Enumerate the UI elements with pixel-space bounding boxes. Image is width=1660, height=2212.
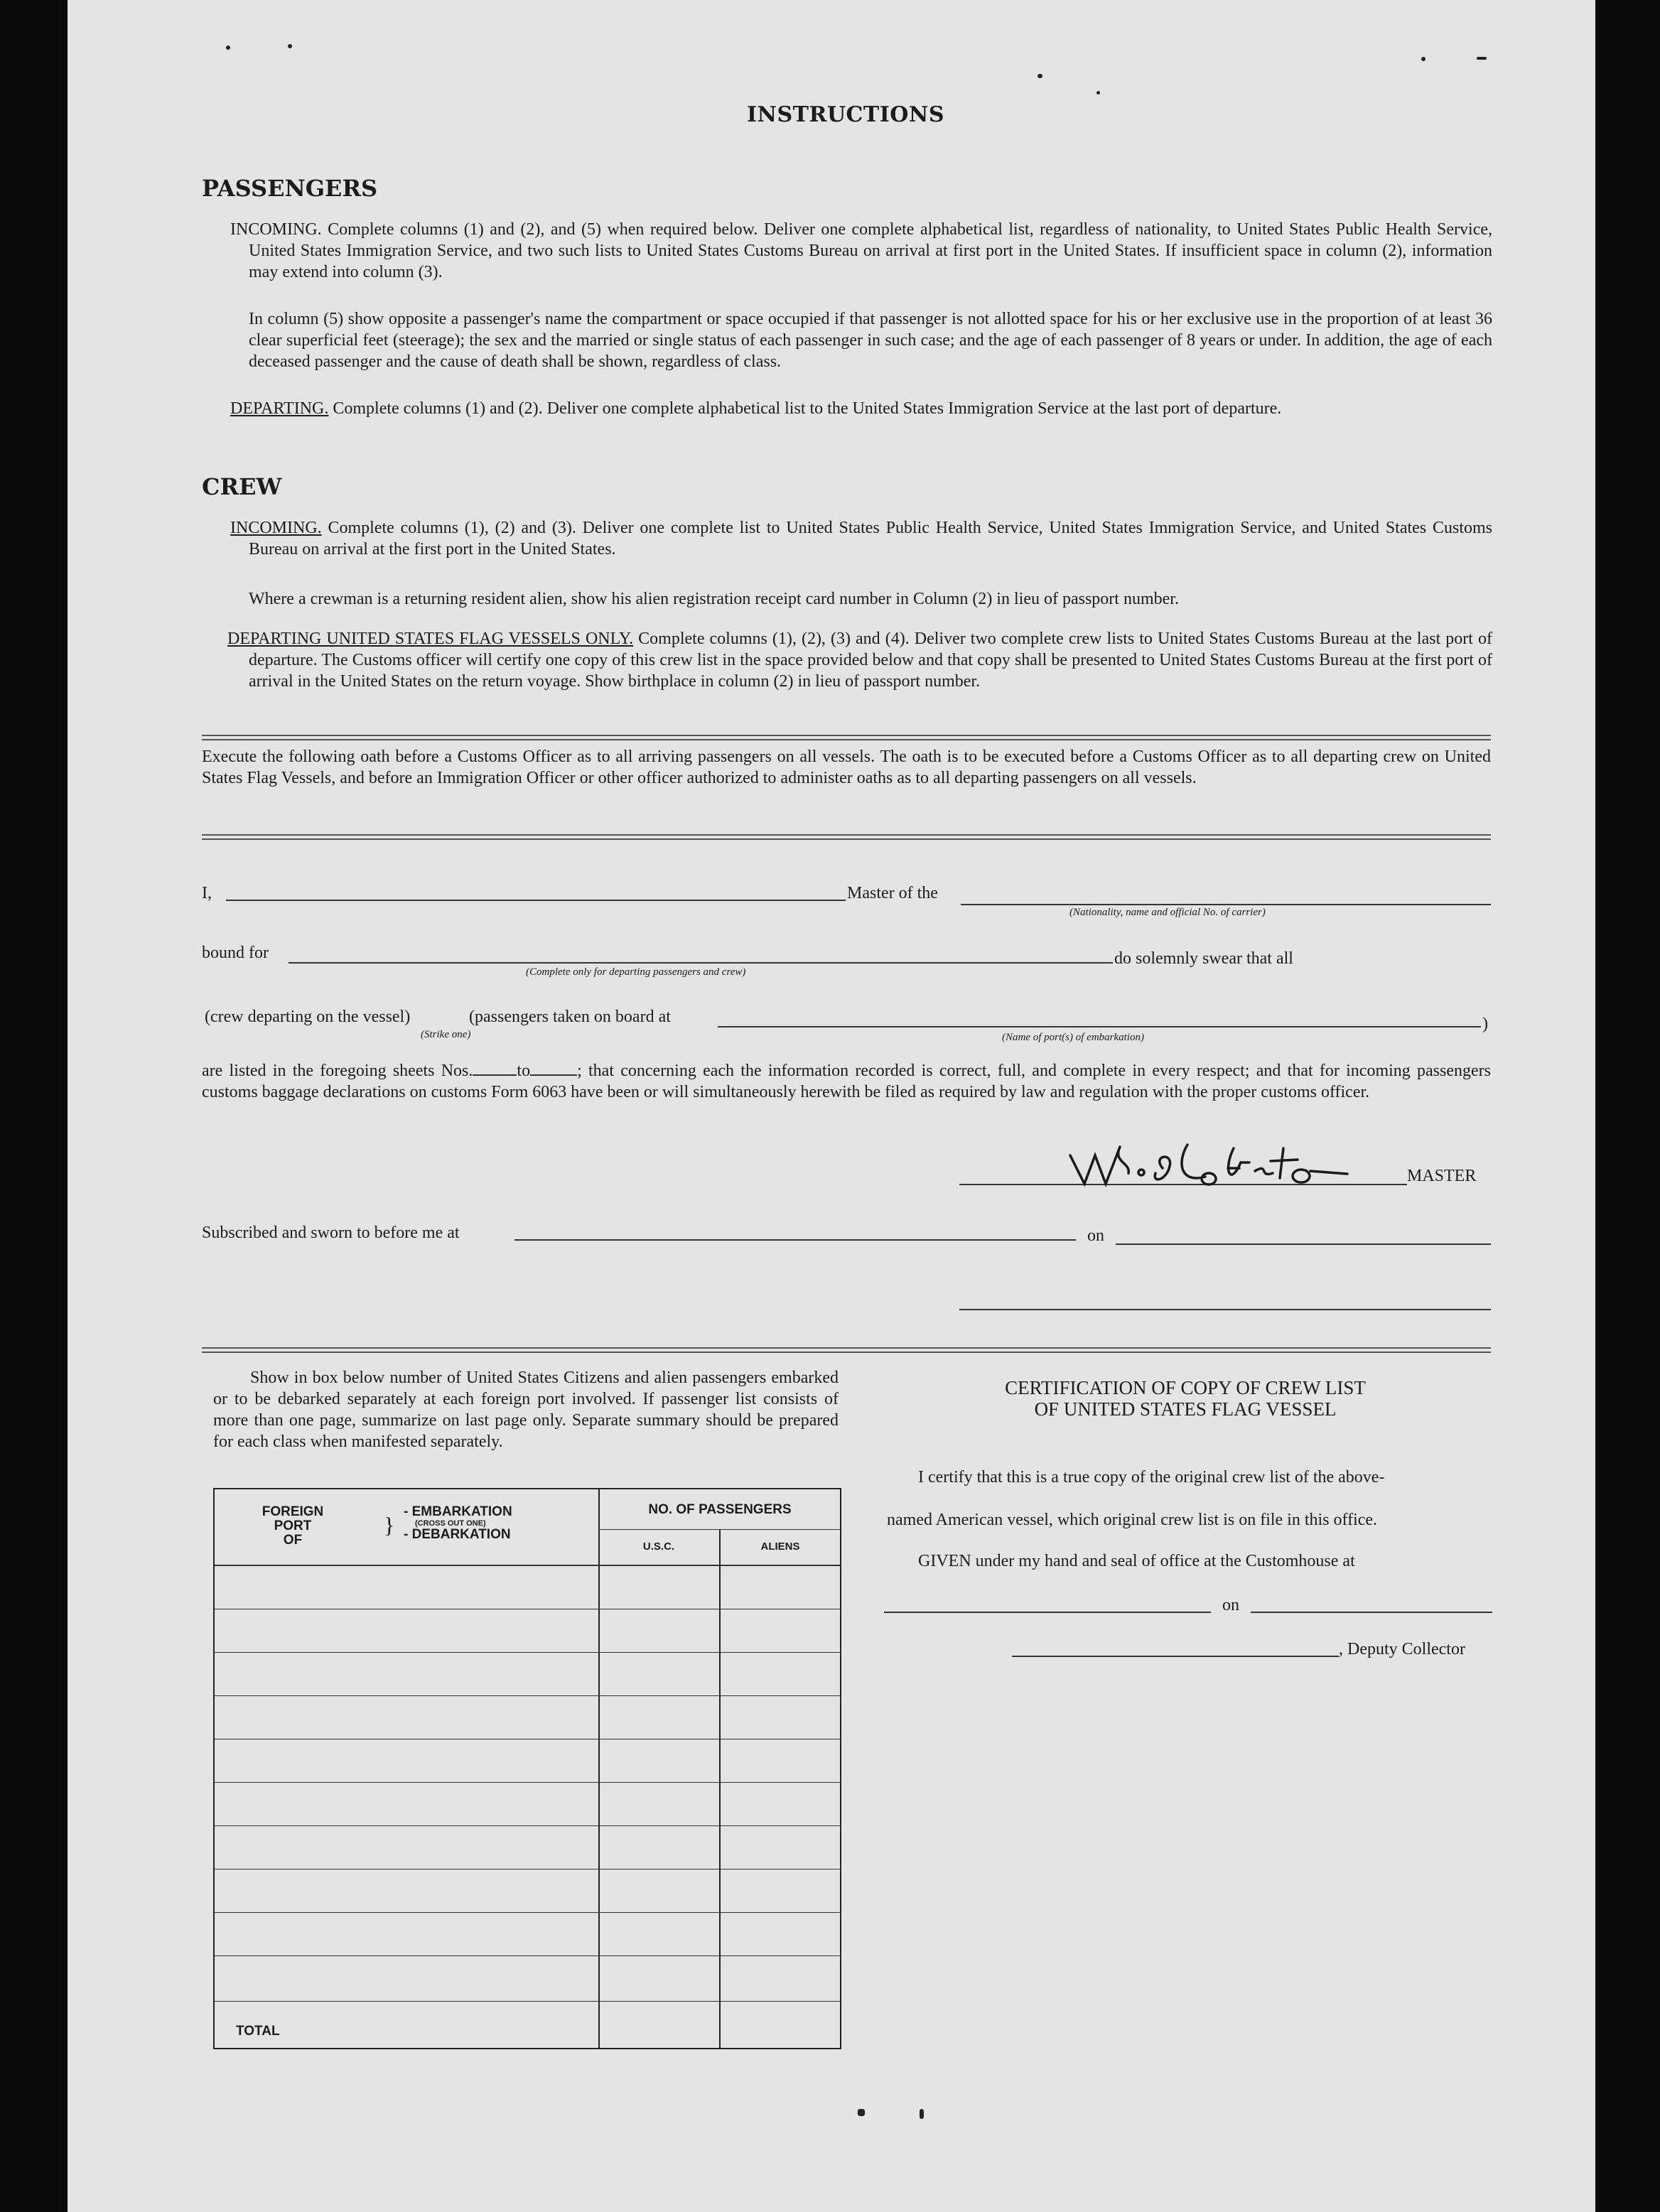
passenger-summary-table <box>213 1488 841 2049</box>
page-title: INSTRUCTIONS <box>747 102 944 127</box>
scan-speck <box>1096 91 1100 95</box>
scan-speck <box>288 44 292 48</box>
passengers-departing-lead: DEPARTING. <box>230 399 329 418</box>
table-divider <box>598 1489 600 2048</box>
table-row <box>215 1955 840 1956</box>
passengers-taken-option[interactable]: (passengers taken on board at <box>469 1008 671 1026</box>
bound-for-caption: (Complete only for departing passengers and crew) <box>526 966 746 978</box>
passengers-incoming-lead: INCOMING. <box>230 220 322 239</box>
swear-label: do solemnly swear that all <box>1114 949 1293 968</box>
strike-one-caption: (Strike one) <box>421 1029 471 1040</box>
crew-heading: CREW <box>202 473 282 500</box>
scan-speck <box>226 45 230 50</box>
certification-title-line2: OF UNITED STATES FLAG VESSEL <box>1034 1398 1337 1420</box>
crew-departing-paragraph <box>227 628 1492 692</box>
table-row <box>215 1695 840 1696</box>
table-divider <box>598 1529 840 1530</box>
header-foreign: FOREIGN <box>262 1504 324 1519</box>
aliens-header: ALIENS <box>760 1541 800 1553</box>
usc-header: U.S.C. <box>642 1541 675 1553</box>
oath-i-label: I, <box>202 884 212 902</box>
foreign-port-header <box>250 1505 335 1548</box>
header-embarkation[interactable]: - EMBARKATION <box>404 1504 512 1519</box>
carrier-caption: (Nationality, name and official No. of carrier) <box>1069 907 1266 918</box>
bound-for-field[interactable] <box>289 962 1113 964</box>
summary-instructions: Show in box below number of United States Citizens and alien passengers embarked or to be debarked separately at each foreign port involved. If passenger list consists of more than one page, summarize on last page only. Separate summary should be prepared for each class when manifested separately. <box>213 1369 839 1451</box>
sheets-pre-text: are listed in the foregoing sheets Nos. <box>202 1062 473 1080</box>
section-divider <box>202 834 1491 840</box>
sworn-on-label: on <box>1087 1226 1104 1245</box>
certification-title-line1: CERTIFICATION OF COPY OF CREW LIST <box>1005 1377 1366 1398</box>
crew-departing-text: Complete columns (1), (2), (3) and (4). Deliver two complete crew lists to United States Customs Bureau at the last port of departure. The Customs officer will certify one copy of this crew list in the space provided below and that copy shall be presented to United States Customs Bureau at the first port of arrival in the United States on the return voyage. Show birthplace in column (2) in lieu of passport number. <box>249 630 1492 691</box>
no-passengers-header: NO. OF PASSENGERS <box>648 1502 792 1517</box>
sheet-from-field[interactable] <box>473 1062 517 1076</box>
passengers-incoming-text: Complete columns (1) and (2), and (5) when required below. Deliver one complete alphabetical list, regardless of nationality, to United States Public Health Service, United States Immigration Service, and two such lists to United States Customs Bureau on arrival at first port in the United States. If insufficient space in column (2), information may extend into column (3). <box>249 220 1492 281</box>
crew-departing-option[interactable]: (crew departing on the vessel) <box>205 1008 411 1026</box>
total-row-top <box>215 2001 840 2002</box>
crew-incoming-lead: INCOMING. <box>230 519 322 537</box>
brace-icon: } <box>384 1512 395 1538</box>
cert-on-label: on <box>1222 1596 1239 1614</box>
subscribed-label: Subscribed and sworn to before me at <box>202 1224 460 1242</box>
passengers-departing-paragraph <box>230 398 1492 419</box>
ports-of-embarkation-field[interactable] <box>718 1026 1481 1027</box>
table-row <box>215 1652 840 1653</box>
passengers-column5-paragraph: In column (5) show opposite a passenger's name the compartment or space occupied if that passenger is not allotted space for his or her exclusive use in the proportion of at least 36 clear superficial feet (steerage); the sex and the married or single status of each passenger in such case; and the age of each passenger of 8 years or under. In addition, the age of each deceased passenger and the cause of death shall be shown, regardless of class. <box>249 310 1492 371</box>
crew-incoming-text: Complete columns (1), (2) and (3). Deliver one complete list to United States Public Health Service, United States Immigration Service, and United States Customs Bureau on arrival at the first port in the United States. <box>249 519 1492 559</box>
certify-line2: named American vessel, which original crew list is on file in this office. <box>887 1511 1378 1529</box>
master-of-label: Master of the <box>847 884 938 902</box>
passengers-incoming-paragraph <box>230 219 1492 283</box>
oath-intro-paragraph: Execute the following oath before a Customs Officer as to all arriving passengers on all vessels. The oath is to be executed before a Customs Officer as to all departing crew on United States Flag Vessels, and before an Immigration Officer or other officer authorized to administer oaths as to all departing passengers on all vessels. <box>202 748 1491 787</box>
table-row <box>215 1912 840 1913</box>
sheets-paragraph <box>202 1060 1491 1103</box>
certify-line1: I certify that this is a true copy of the original crew list of the above- <box>918 1468 1385 1487</box>
table-divider <box>719 1529 721 2048</box>
embark-debark-header <box>404 1505 512 1542</box>
section-divider <box>202 735 1491 740</box>
passengers-departing-text: Complete columns (1) and (2). Deliver one complete alphabetical list to the United States Immigration Service at the last port of departure. <box>328 399 1282 418</box>
master-label: MASTER <box>1407 1167 1477 1185</box>
table-row <box>215 1869 840 1870</box>
scan-speck <box>1477 57 1487 60</box>
deputy-collector-label: , Deputy Collector <box>1339 1640 1465 1658</box>
deputy-signature-field[interactable] <box>1012 1656 1339 1657</box>
scan-speck <box>1038 74 1042 78</box>
header-debarkation[interactable]: - DEBARKATION <box>404 1527 511 1542</box>
bound-for-label: bound for <box>202 944 269 962</box>
crew-departing-lead: DEPARTING UNITED STATES FLAG VESSELS ONLY. <box>227 630 634 648</box>
certification-title <box>887 1377 1484 1420</box>
header-cross-out: (CROSS OUT ONE) <box>415 1519 486 1528</box>
close-paren: ) <box>1482 1015 1488 1033</box>
table-row <box>215 1825 840 1826</box>
scan-speck <box>920 2109 924 2119</box>
master-signature <box>1063 1134 1362 1191</box>
carrier-field[interactable] <box>961 904 1491 905</box>
master-name-field[interactable] <box>226 900 846 901</box>
scan-speck <box>1421 57 1425 61</box>
sheet-to-field[interactable] <box>530 1062 577 1076</box>
total-label: TOTAL <box>236 2024 280 2039</box>
sworn-at-field[interactable] <box>514 1239 1076 1241</box>
crew-resident-paragraph: Where a crewman is a returning resident alien, show his alien registration receipt card number in Column (2) in lieu of passport number. <box>249 590 1179 608</box>
cert-date-field[interactable] <box>1251 1612 1492 1613</box>
header-of: OF <box>283 1533 303 1548</box>
officer-signature-field[interactable] <box>959 1309 1491 1310</box>
customhouse-field[interactable] <box>884 1612 1211 1613</box>
ports-caption: (Name of port(s) of embarkation) <box>1002 1032 1144 1043</box>
section-divider <box>202 1347 1491 1353</box>
given-text: GIVEN under my hand and seal of office at the Customhouse at <box>918 1552 1355 1570</box>
header-port: PORT <box>274 1518 312 1533</box>
sworn-date-field[interactable] <box>1116 1243 1491 1245</box>
table-header-bottom <box>215 1565 840 1566</box>
crew-incoming-paragraph <box>230 517 1492 560</box>
sheets-post-text: ; that concerning each the information recorded is correct, full, and complete in every respect; and that for incoming passengers customs baggage declarations on customs Form 6063 have been or will simultaneously herewith be filed as required by law and regulation with the proper customs officer. <box>202 1062 1491 1101</box>
table-row <box>215 1782 840 1783</box>
sheets-to-label: to <box>517 1062 531 1080</box>
scan-speck <box>858 2109 865 2116</box>
passengers-heading: PASSENGERS <box>202 175 378 202</box>
